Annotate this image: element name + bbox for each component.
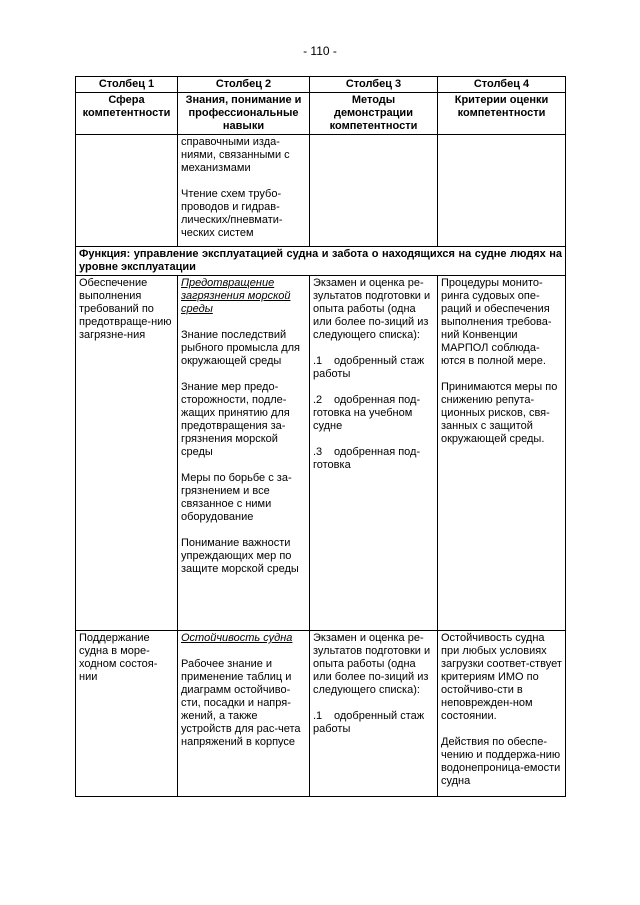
continuation-row <box>76 135 566 247</box>
method-item <box>313 355 434 381</box>
column-title-row <box>76 93 566 135</box>
continuation-col2 <box>178 135 310 247</box>
knowledge-cell <box>178 276 310 631</box>
method-number: .1 <box>313 355 323 367</box>
method-number: .1 <box>313 710 323 722</box>
criteria-cell <box>438 631 566 797</box>
column-3-title: Методы демонстрации компетентности <box>310 93 438 135</box>
knowledge-item: Знание последствий рыбного промысла для окружающей среды <box>181 329 301 367</box>
method-item <box>313 446 434 472</box>
methods-cell <box>310 631 438 797</box>
method-text: одобренная под-готовка <box>313 446 421 471</box>
method-text: одобренный стаж работы <box>313 710 425 735</box>
column-number-row <box>76 77 566 93</box>
knowledge-heading: Предотвращение загрязнения морской среды <box>181 277 291 315</box>
knowledge-item: Меры по борьбе с за-грязнением и все связанное с ними оборудование <box>181 472 292 523</box>
competence-table <box>75 76 566 797</box>
method-item <box>313 710 434 736</box>
method-number: .3 <box>313 446 323 458</box>
methods-intro: Экзамен и оценка ре-зультатов подготовки и опыта работы (одна или более по-зиций из следующего списка): <box>313 277 431 341</box>
function-title: Функция: управление эксплуатацией судна и забота о находящихся на судне людях на уровне эксплуатации <box>76 247 566 276</box>
page-number: - 110 - <box>303 44 337 58</box>
column-2-title: Знания, понимание и профессиональные навыки <box>178 93 310 135</box>
criteria-item: Остойчивость судна при любых условиях загрузки соответ-ствует критериям ИМО по остойчиво-сти в неповрежден-ном состоянии. <box>441 632 562 722</box>
continuation-text: справочными изда-ниями, связанными с механизмами <box>181 136 290 174</box>
knowledge-item: Рабочее знание и применение таблиц и диаграмм остойчиво-сти, посадки и напря-жений, а также устройств для рас-чета напряжений в корпусе <box>181 658 301 748</box>
column-2-number: Столбец 2 <box>178 77 310 93</box>
continuation-col1 <box>76 135 178 247</box>
methods-cell <box>310 276 438 631</box>
criteria-item: Принимаются меры по снижению репута-ционных рисков, свя-занных с защитой окружающей среды. <box>441 381 558 445</box>
column-1-title: Сфера компетентности <box>76 93 178 135</box>
continuation-col3 <box>310 135 438 247</box>
method-text: одобренный стаж работы <box>313 355 425 380</box>
method-text: одобренная под-готовка на учебном судне <box>313 394 421 432</box>
continuation-col4 <box>438 135 566 247</box>
competence-cell: Поддержание судна в море-ходном состоя-нии <box>76 631 178 797</box>
competence-cell: Обеспечение выполнения требований по предотвраще-нию загрязне-ния <box>76 276 178 631</box>
table-row <box>76 276 566 631</box>
criteria-item: Процедуры монито-ринга судовых опе-раций и обеспечения выполнения требова-ний Конвенции МАРПОЛ соблюда-ются в полной мере. <box>441 277 552 367</box>
criteria-cell <box>438 276 566 631</box>
continuation-text: Чтение схем трубо-проводов и гидрав-лических/пневмати-ческих систем <box>181 188 283 239</box>
knowledge-item: Знание мер предо-сторожности, подле-жащих принятию для предотвращения за-грязнения морской среды <box>181 381 290 458</box>
method-item <box>313 394 434 433</box>
table-row <box>76 631 566 797</box>
methods-intro: Экзамен и оценка ре-зультатов подготовки и опыта работы (одна или более по-зиций из следующего списка): <box>313 632 431 696</box>
knowledge-heading <box>181 632 306 645</box>
column-1-number: Столбец 1 <box>76 77 178 93</box>
method-number: .2 <box>313 394 323 406</box>
knowledge-heading-text: Остойчивость судна <box>181 632 293 644</box>
knowledge-item: Понимание важности упреждающих мер по защите морской среды <box>181 537 299 575</box>
function-row <box>76 247 566 276</box>
knowledge-cell <box>178 631 310 797</box>
column-3-number: Столбец 3 <box>310 77 438 93</box>
criteria-item: Действия по обеспе-чению и поддержа-нию водонепроница-емости судна <box>441 736 561 787</box>
column-4-title: Критерии оценки компетентности <box>438 93 566 135</box>
column-4-number: Столбец 4 <box>438 77 566 93</box>
